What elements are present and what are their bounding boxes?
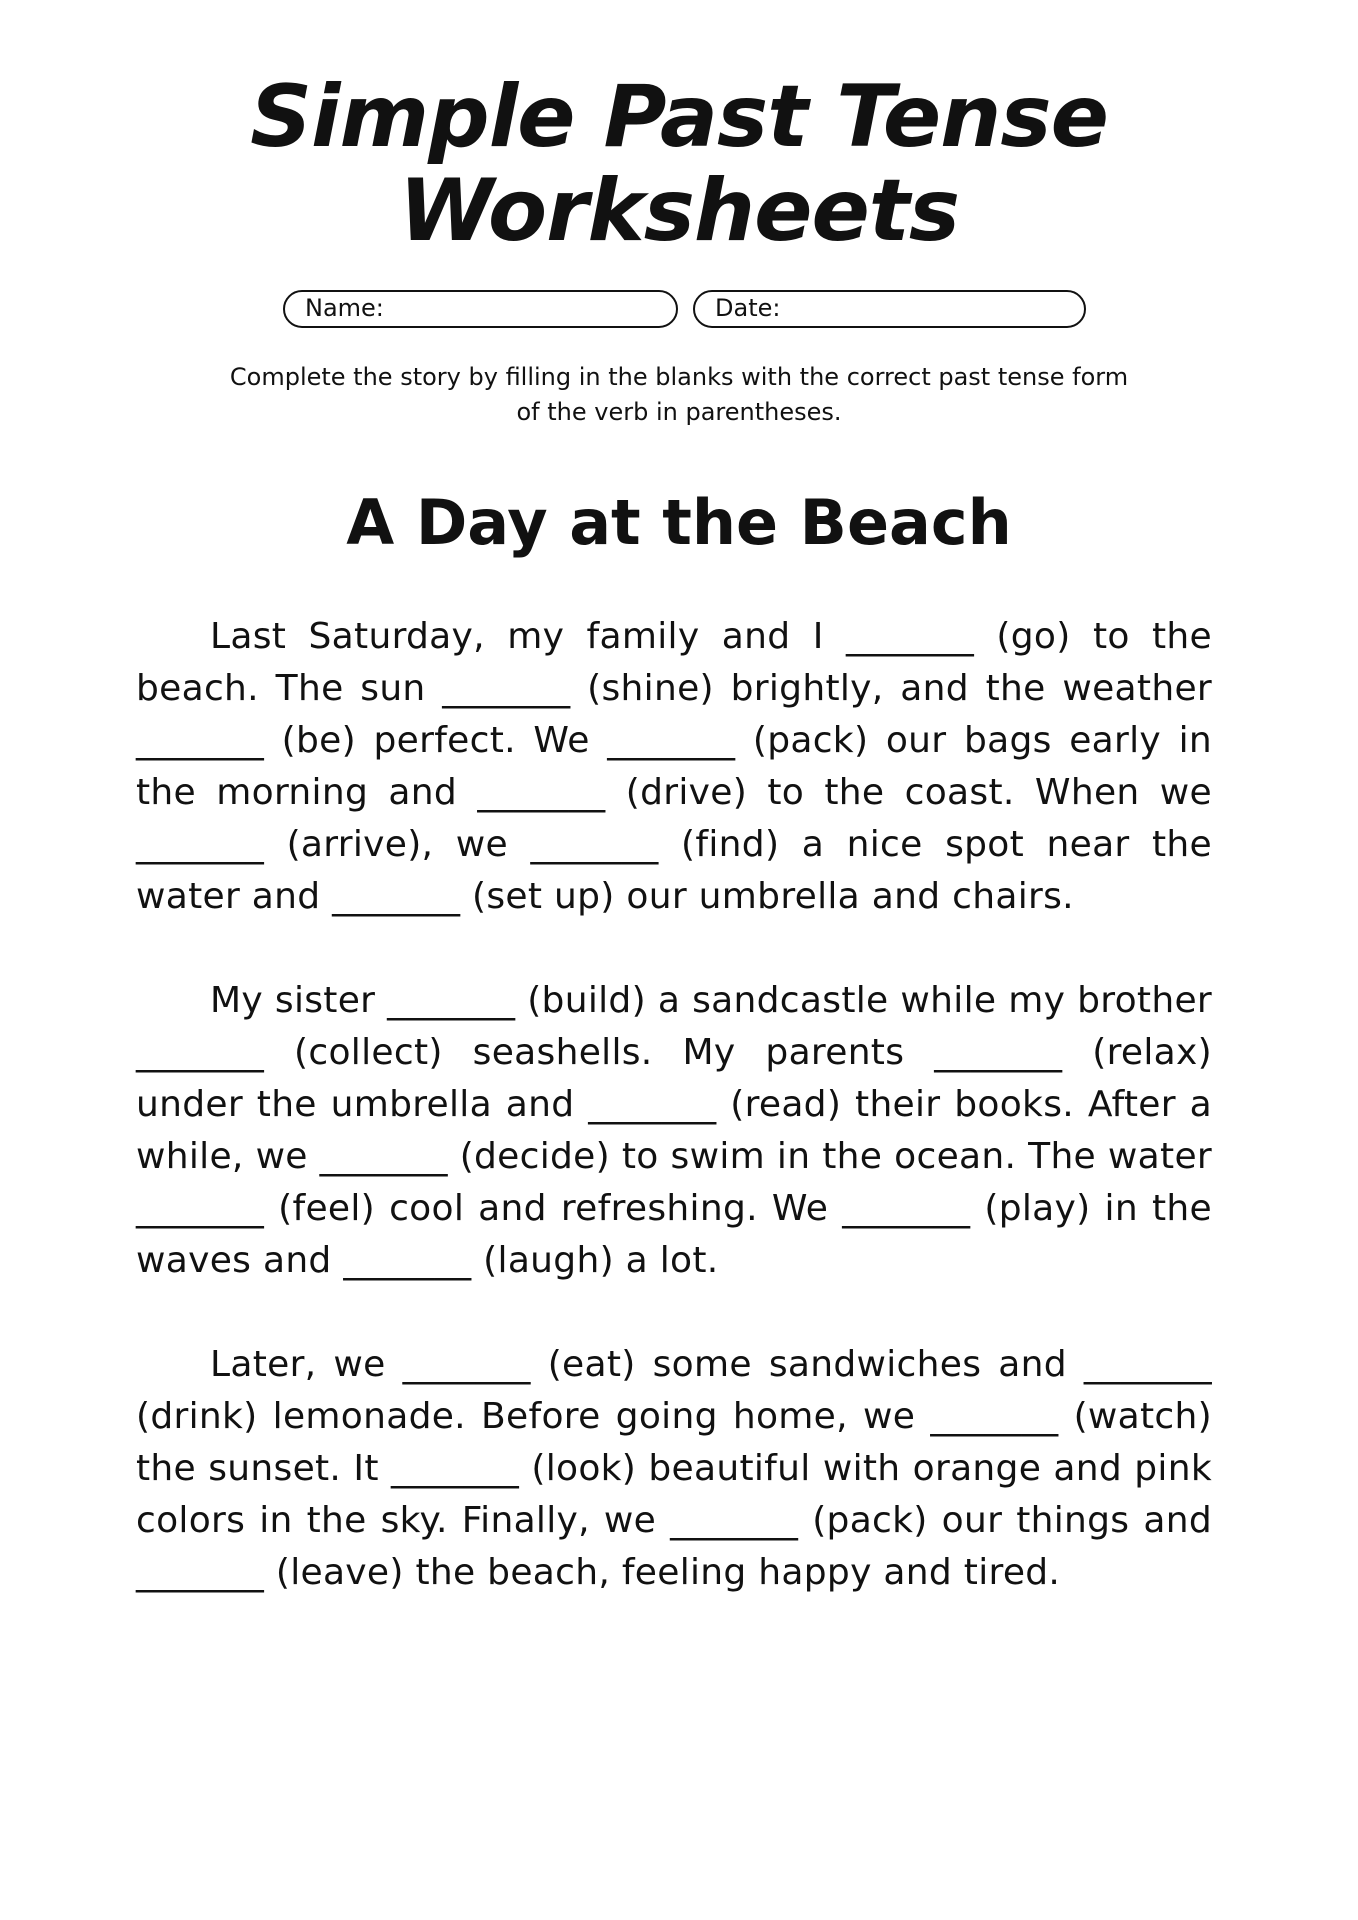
name-field[interactable] [283, 290, 678, 328]
story-paragraph-2: My sister _______ (build) a sandcastle while my brother _______ (collect) seashells. My parents _______ (relax) under the umbrella and _______ (read) their books. After a while, we _______ (decide) to swim in the ocean. The water _______ (feel) cool and refreshing. We _______ (play) in the waves and _______ (laugh) a lot. [136, 980, 1212, 1281]
instructions-line-1: Complete the story by filling in the blanks with the correct past tense form [229, 363, 1129, 391]
instructions-line-2: of the verb in parentheses. [516, 398, 842, 426]
worksheet-title [0, 67, 1358, 261]
title-line-2: Worksheets [398, 161, 960, 261]
story-paragraph-3: Later, we _______ (eat) some sandwiches and _______ (drink) lemonade. Before going home, we _______ (watch) the sunset. It _______ (look) beautiful with orange and pink colors in the sky. Finally, we _______ (pack) our things and _______ (leave) the beach, feeling happy and tired. [136, 1344, 1212, 1593]
story-title: A Day at the Beach [346, 486, 1012, 559]
story-paragraph-1: Last Saturday, my family and I _______ (go) to the beach. The sun _______ (shine) brightly, and the weather _______ (be) perfect. We _______ (pack) our bags early in the morning and _______ (drive) to the coast. When we _______ (arrive), we _______ (find) a nice spot near the water and _______ (set up) our umbrella and chairs. [136, 616, 1212, 917]
date-label: Date: [715, 294, 781, 322]
title-line-1: Simple Past Tense [250, 67, 1108, 167]
story-body [136, 611, 1212, 1651]
instructions [0, 360, 1358, 430]
name-label: Name: [305, 294, 384, 322]
date-field[interactable] [693, 290, 1086, 328]
